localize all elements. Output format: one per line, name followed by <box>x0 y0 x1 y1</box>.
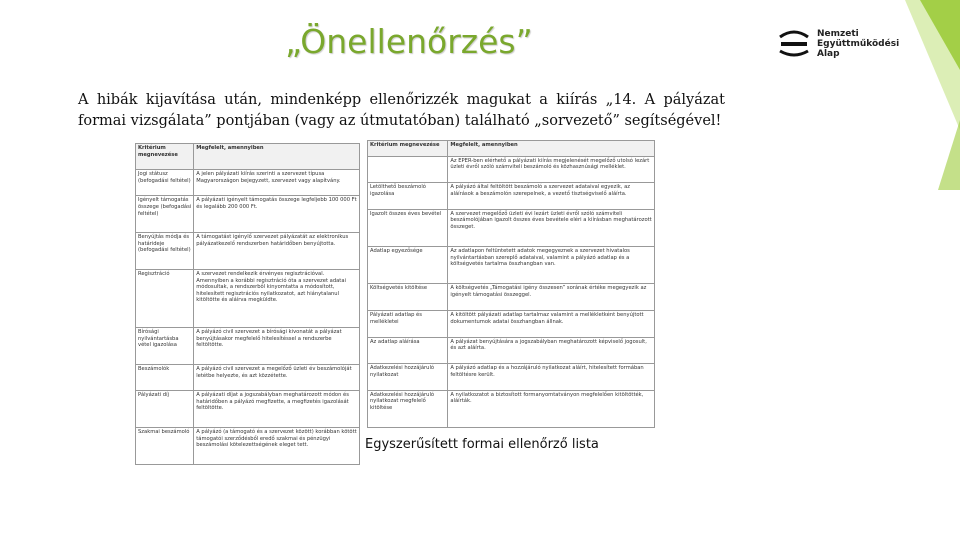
condition-cell: A pályázó civil szervezet a megelőző üzleti év beszámolóját letétbe helyezte, és azt közzétette. <box>194 365 360 391</box>
criterion-cell: Adatlap egyezősége <box>368 247 448 284</box>
logo-icon <box>777 29 811 59</box>
condition-cell: A szervezet rendelkezik érvényes regisztrációval. Amennyiben a korábbi regisztráció óta a szervezet adatai módosultak, a rendszerből kinyomtatta a módosított, hitelesített regisztrációs nyilatkozatot, azt hiánytalanul kitöltötte és aláírva megküldte. <box>194 270 360 328</box>
column-header: Kritérium megnevezése <box>368 141 448 157</box>
logo-line: Nemzeti <box>817 29 859 39</box>
decor-triangle <box>938 120 960 190</box>
condition-cell: A pályázó civil szervezet a bírósági kivonatát a pályázat benyújtásakor megfelelő hitelesítéssel a rendszerbe feltöltötte. <box>194 328 360 365</box>
logo-line: Együttműködési <box>817 39 900 49</box>
condition-cell: A pályázat benyújtására a jogszabályban meghatározott képviselő jogosult, és azt aláírta. <box>448 337 655 364</box>
condition-cell: A jelen pályázati kiírás szerinti a szervezet típusa Magyarországon bejegyzett, szervezet vagy alapítvány. <box>194 170 360 196</box>
condition-cell: A pályázati díjat a jogszabályban meghatározott módon és határidőben a pályázó megfizette, a megfizetés igazolását feltöltötte. <box>194 391 360 428</box>
table-row <box>368 284 655 311</box>
table-row <box>136 233 360 270</box>
figure-caption: Egyszerűsített formai ellenőrző lista <box>365 437 599 452</box>
condition-cell: A pályázó (a támogató és a szervezet között) korábban kötött támogatói szerződésből eredő szakmai és pénzügyi beszámolási kötelezettségének eleget tett. <box>194 428 360 465</box>
column-header: Megfelelt, amennyiben <box>448 141 655 157</box>
condition-cell: A pályázó adatlap és a hozzájáruló nyilatkozat aláírt, hitelesített formában feltöltésre került. <box>448 364 655 391</box>
table-row <box>136 270 360 328</box>
criterion-cell: Pályázati díj <box>136 391 194 428</box>
criterion-cell: Az adatlap aláírása <box>368 337 448 364</box>
column-header: Kritérium megnevezése <box>136 144 194 170</box>
criterion-cell: Szakmai beszámoló <box>136 428 194 465</box>
table-row <box>368 311 655 338</box>
condition-cell: A kitöltött pályázati adatlap tartalmaz valamint a mellékletként benyújtott dokumentumok adatai összhangban állnak. <box>448 311 655 338</box>
logo-line: Alap <box>817 49 840 59</box>
criterion-cell: Jogi státusz (befogadási feltétel) <box>136 170 194 196</box>
page-title: „Önellenőrzés” <box>285 22 533 61</box>
condition-cell: Az EPER-ben elérhető a pályázati kiírás megjelenését megelőző utolsó lezárt üzleti évről szóló számviteli beszámoló és közhasznúsági melléklet. <box>448 156 655 183</box>
criterion-cell: Pályázati adatlap és mellékletei <box>368 311 448 338</box>
table-row <box>368 156 655 183</box>
table-row <box>368 209 655 246</box>
checklist-table-left <box>135 143 360 465</box>
criterion-cell <box>368 156 448 183</box>
criterion-cell: Benyújtás módja és határideje (befogadási feltétel) <box>136 233 194 270</box>
condition-cell: A szervezet megelőző üzleti évi lezárt üzleti évről szóló számviteli beszámolójában igazolt összes éves bevétele eléri a kiírásban meghatározott összeget. <box>448 209 655 246</box>
table-header-row <box>368 141 655 157</box>
decor-triangle <box>920 0 960 70</box>
logo <box>777 22 902 66</box>
condition-cell: A nyilatkozatot a biztosított formanyomtatványon megfelelően kitöltötték, aláírták. <box>448 390 655 427</box>
criterion-cell: Letölthető beszámoló igazolása <box>368 183 448 210</box>
condition-cell: A támogatást igénylő szervezet pályázatát az elektronikus pályázatkezelő rendszerben határidőben benyújtotta. <box>194 233 360 270</box>
criterion-cell: Beszámolók <box>136 365 194 391</box>
condition-cell: A költségvetés „Támogatási igény összesen” sorának értéke megegyezik az igényelt támogatási összeggel. <box>448 284 655 311</box>
table-row <box>136 365 360 391</box>
table-header-row <box>136 144 360 170</box>
condition-cell: A pályázó által feltöltött beszámoló a szervezet adataival egyezik, az aláírások a beszámolón szerepelnek, a vezető tisztségviselő aláírta. <box>448 183 655 210</box>
criterion-cell: Igazolt összes éves bevétel <box>368 209 448 246</box>
table-row <box>136 170 360 196</box>
table-row <box>368 247 655 284</box>
criterion-cell: Költségvetés kitöltése <box>368 284 448 311</box>
intro-paragraph: A hibák kijavítása után, mindenképp ellenőrizzék magukat a kiírás „14. A pályázat formai vizsgálata” pontjában (vagy az útmutatóban) található „sorvezető” segítségével! <box>78 92 725 129</box>
table-row <box>136 196 360 233</box>
criterion-cell: Igényelt támogatás összege (befogadási feltétel) <box>136 196 194 233</box>
condition-cell: Az adatlapon feltüntetett adatok megegyeznek a szervezet hivatalos nyilvántartásban szereplő adataival, valamint a pályázó adatlap és a költségvetés tartalma összhangban van. <box>448 247 655 284</box>
checklist-table-right <box>367 140 655 428</box>
table-row <box>368 390 655 427</box>
table-row <box>368 337 655 364</box>
table-row <box>136 428 360 465</box>
table-row <box>368 183 655 210</box>
condition-cell: A pályázati igényelt támogatás összege legfeljebb 100 000 Ft és legalább 200 000 Ft. <box>194 196 360 233</box>
criterion-cell: Regisztráció <box>136 270 194 328</box>
criterion-cell: Bírósági nyilvántartásba vétel igazolása <box>136 328 194 365</box>
table-row <box>136 328 360 365</box>
table-row <box>136 391 360 428</box>
criterion-cell: Adatkezelési hozzájáruló nyilatkozat megfelelő kitöltése <box>368 390 448 427</box>
column-header: Megfelelt, amennyiben <box>194 144 360 170</box>
table-row <box>368 364 655 391</box>
criterion-cell: Adatkezelési hozzájáruló nyilatkozat <box>368 364 448 391</box>
